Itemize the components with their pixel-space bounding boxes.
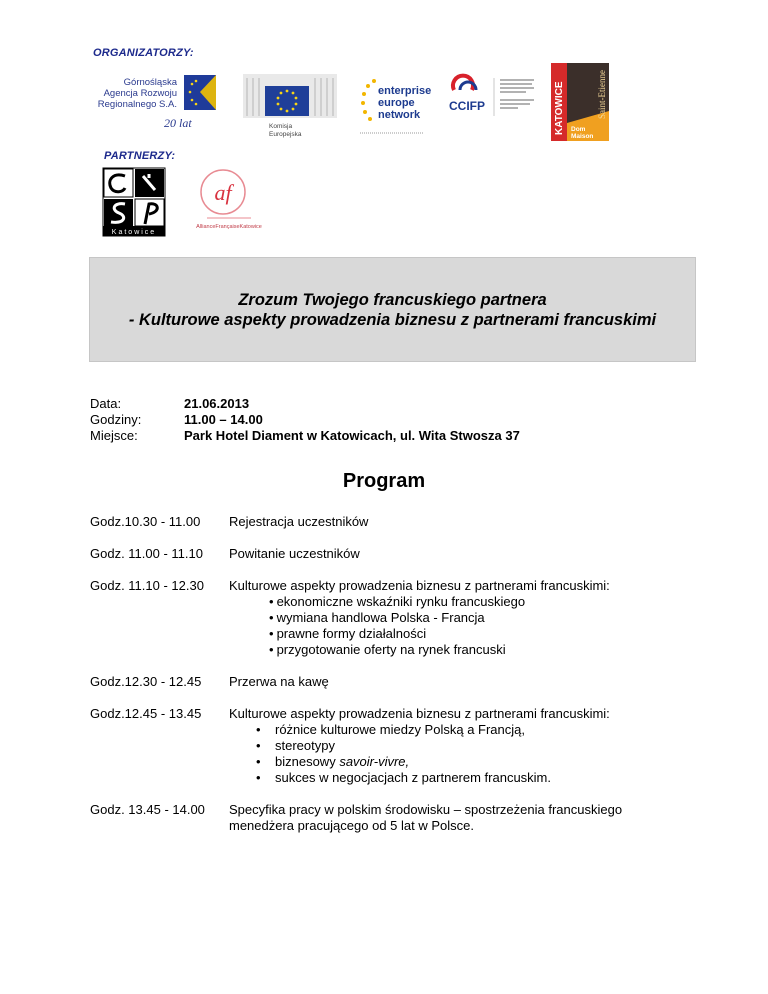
schedule-desc: Kulturowe aspekty prowadzenia biznesu z partnerami francuskimi: — [229, 706, 610, 721]
schedule-row — [90, 674, 710, 690]
program-title: Program — [342, 470, 426, 492]
bullet-item: • ekonomiczne wskaźniki rynku francuskiego — [269, 594, 710, 610]
garr-years: 20 lat — [164, 116, 192, 130]
date-label: Data: — [90, 396, 122, 411]
bullet-item: • różnice kulturowe miedzy Polską a Francją, — [229, 722, 710, 738]
garr-line3: Regionalnego S.A. — [97, 99, 177, 110]
een-line3: network — [378, 109, 421, 121]
een-line1: enterprise — [378, 85, 432, 97]
schedule-time: Godz. 11.00 - 11.10 — [90, 546, 203, 561]
schedule-desc: Rejestracja uczestników — [229, 514, 369, 529]
schedule-time: Godz.10.30 - 11.00 — [90, 514, 201, 529]
een-logo — [358, 74, 440, 138]
event-info — [90, 396, 520, 444]
organizers-label: ORGANIZATORZY: — [93, 47, 194, 59]
bullet-list — [229, 594, 710, 658]
place-label: Miejsce: — [90, 428, 138, 443]
schedule-desc: Powitanie uczestników — [229, 546, 360, 561]
af-mark: af — [214, 180, 232, 205]
bullet-item: • wymiana handlowa Polska - Francja — [269, 610, 710, 626]
garr-logo — [97, 72, 224, 136]
schedule-desc: menedżera pracującego od 5 lat w Polsce. — [229, 818, 474, 833]
bullet-item: • prawne formy działalności — [269, 626, 710, 642]
schedule-desc: Przerwa na kawę — [229, 674, 329, 689]
schedule-row — [90, 706, 710, 786]
bullet-item: • sukces w negocjacjach z partnerem francuskim. — [229, 770, 710, 786]
alliance-francaise-logo — [189, 168, 269, 234]
ec-line1: Komisja — [269, 123, 293, 130]
cisp-caption: Katowice — [111, 229, 157, 236]
ccifp-name: CCIFP — [449, 99, 485, 113]
event-title-line2: - Kulturowe aspekty prowadzenia biznesu z partnerami francuskimi — [128, 310, 657, 329]
schedule-row — [90, 802, 710, 834]
info-row-place — [90, 428, 520, 444]
af-logo-graphic — [189, 168, 269, 234]
partners-label: PARTNERZY: — [104, 150, 176, 162]
schedule-time: Godz.12.45 - 13.45 — [90, 706, 202, 721]
event-title-box — [89, 257, 696, 362]
katowice-house-logo — [551, 63, 609, 141]
cisp-logo-graphic — [103, 168, 165, 236]
ec-logo-graphic — [243, 72, 339, 140]
bullet-italic-text: savoir-vivre, — [339, 754, 410, 769]
schedule-row — [90, 546, 710, 562]
een-logo-graphic — [358, 74, 440, 138]
bullet-item: • przygotowanie oferty na rynek francuski — [269, 642, 710, 658]
schedule-desc: Specyfika pracy w polskim środowisku – spostrzeżenia francuskiego — [229, 802, 623, 817]
schedule-desc: Kulturowe aspekty prowadzenia biznesu z partnerami francuskimi: — [229, 578, 610, 593]
kh-small2: Maison — [571, 133, 594, 140]
event-title-line1: Zrozum Twojego francuskiego partnera — [238, 290, 547, 309]
hours-value: 11.00 – 14.00 — [184, 412, 263, 427]
ccifp-logo-graphic — [446, 74, 542, 120]
schedule-row — [90, 514, 710, 530]
af-caption: AllianceFrançaiseKatowice — [196, 224, 262, 230]
hours-label: Godziny: — [90, 412, 142, 427]
schedule-desc-block — [229, 802, 710, 834]
garr-logo-graphic — [97, 72, 224, 136]
garr-line2: Agencja Rozwoju — [103, 88, 177, 99]
schedule-desc-block — [229, 706, 710, 786]
kh-side-text: Saint-Etienne — [597, 70, 607, 119]
ec-line2: Europejska — [269, 131, 302, 138]
program-schedule — [90, 514, 710, 850]
date-value: 21.06.2013 — [184, 396, 250, 411]
garr-line1: Górnośląska — [123, 77, 177, 88]
kh-vertical-text: KATOWICE — [554, 81, 565, 135]
schedule-time: Godz. 13.45 - 14.00 — [90, 802, 205, 817]
katowice-house-graphic — [551, 63, 609, 141]
bullet-list — [229, 722, 710, 786]
schedule-time: Godz. 11.10 - 12.30 — [90, 578, 204, 593]
ec-logo — [243, 72, 339, 140]
info-row-hours — [90, 412, 520, 428]
place-value: Park Hotel Diament w Katowicach, ul. Wita Stwosza 37 — [184, 428, 520, 443]
ccifp-logo — [446, 74, 542, 120]
info-row-date — [90, 396, 520, 412]
schedule-desc-block — [229, 578, 710, 658]
cisp-logo — [103, 168, 165, 236]
kh-small1: Dom — [571, 126, 586, 133]
schedule-time: Godz.12.30 - 12.45 — [90, 674, 202, 689]
bullet-item — [229, 754, 710, 770]
bullet-text: biznesowy — [275, 754, 340, 769]
schedule-row — [90, 578, 710, 658]
bullet-item: • stereotypy — [229, 738, 710, 754]
een-line2: europe — [378, 97, 415, 109]
